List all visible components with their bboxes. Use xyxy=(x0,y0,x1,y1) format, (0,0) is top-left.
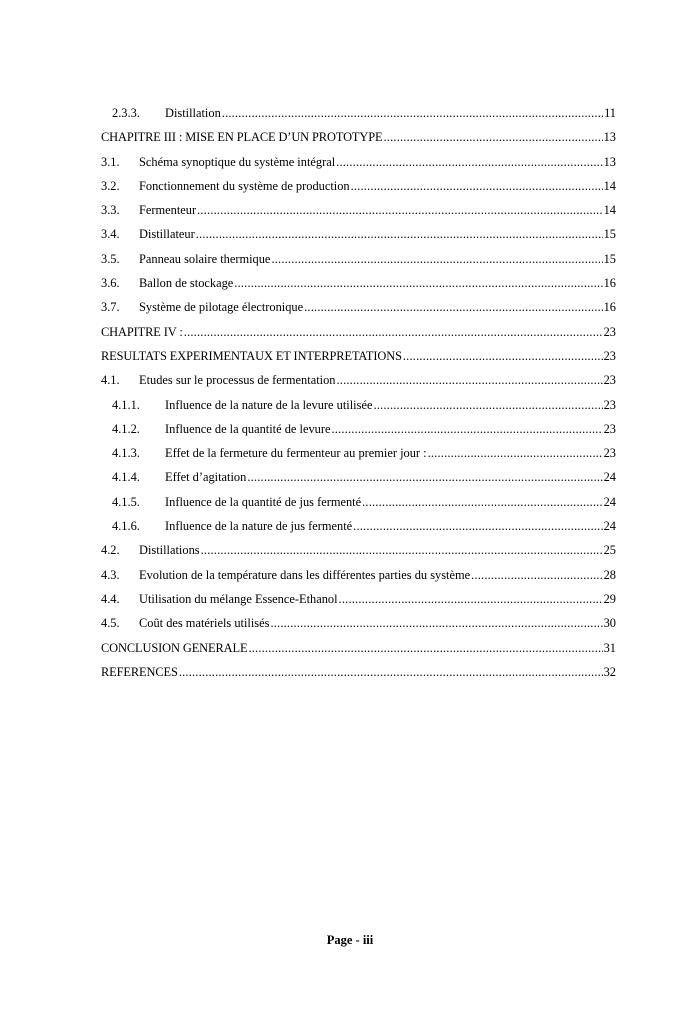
toc-entry-page: 14 xyxy=(603,203,616,218)
toc-entry-number: 4.1.4. xyxy=(112,470,140,485)
toc-entry-page: 23 xyxy=(603,324,616,339)
toc-entry-title: Panneau solaire thermique xyxy=(139,251,271,266)
toc-dot-leader xyxy=(403,344,603,368)
toc-dot-leader xyxy=(384,125,603,149)
toc-entry-title: Etudes sur le processus de fermentation xyxy=(139,373,336,388)
toc-dot-leader xyxy=(336,150,602,174)
toc-dot-leader xyxy=(339,587,603,611)
toc-entry[interactable] xyxy=(101,125,616,149)
toc-entry-number: 3.4. xyxy=(101,227,120,242)
toc-entry[interactable] xyxy=(101,417,616,441)
toc-entry-title: RESULTATS EXPERIMENTAUX ET INTERPRETATIONS xyxy=(101,348,402,363)
toc-dot-leader xyxy=(304,295,602,319)
toc-dot-leader xyxy=(184,320,603,344)
toc-entry-page: 23 xyxy=(603,348,616,363)
toc-entry-number: 4.1.1. xyxy=(112,397,140,412)
toc-entry-title: Influence de la nature de jus fermenté xyxy=(165,519,353,534)
toc-entry-page: 14 xyxy=(603,178,616,193)
page-footer: Page - iii xyxy=(326,933,374,947)
toc-entry[interactable] xyxy=(101,660,616,684)
toc-dot-leader xyxy=(351,174,603,198)
toc-entry-title: Influence de la nature de la levure utilisée xyxy=(165,397,373,412)
toc-entry[interactable] xyxy=(101,441,616,465)
toc-entry-number: 4.1.5. xyxy=(112,494,140,509)
toc-entry-title: Evolution de la température dans les différentes parties du système xyxy=(139,567,471,582)
toc-dot-leader xyxy=(247,465,602,489)
toc-entry-title: REFERENCES xyxy=(101,664,178,679)
toc-dot-leader xyxy=(197,198,602,222)
toc-entry[interactable] xyxy=(101,490,616,514)
toc-entry[interactable] xyxy=(101,465,616,489)
toc-entry-number: 4.4. xyxy=(101,591,120,606)
toc-entry-page: 13 xyxy=(603,130,616,145)
toc-entry-page: 15 xyxy=(603,227,616,242)
toc-entry[interactable] xyxy=(101,538,616,562)
toc-entry-number: 4.1.6. xyxy=(112,519,140,534)
toc-dot-leader xyxy=(471,563,602,587)
toc-entry-title: Distillation xyxy=(165,106,221,120)
toc-dot-leader xyxy=(353,514,602,538)
toc-entry-number: 4.2. xyxy=(101,543,120,558)
toc-entry[interactable] xyxy=(101,587,616,611)
toc-entry-number: 3.5. xyxy=(101,251,120,266)
toc-entry-page: 24 xyxy=(603,470,616,485)
toc-entry-number: 3.7. xyxy=(101,300,120,315)
toc-entry-number: 3.3. xyxy=(101,203,120,218)
toc-entry-page: 31 xyxy=(603,640,616,655)
toc-entry-page: 24 xyxy=(603,519,616,534)
toc-entry-page: 29 xyxy=(603,591,616,606)
toc-entry-title: Effet d’agitation xyxy=(165,470,247,485)
toc-entry-title: Distillateur xyxy=(139,227,195,242)
toc-entry-title: Influence de la quantité de levure xyxy=(165,421,331,436)
toc-entry[interactable] xyxy=(101,636,616,660)
toc-entry[interactable] xyxy=(101,393,616,417)
toc-entry[interactable] xyxy=(101,295,616,319)
toc-entry-title: Influence de la quantité de jus fermenté xyxy=(165,494,362,509)
toc-entry-title: Coût des matériels utilisés xyxy=(139,616,270,631)
toc-dot-leader xyxy=(373,393,602,417)
toc-dot-leader xyxy=(331,417,602,441)
toc-entry-title: Fonctionnement du système de production xyxy=(139,178,350,193)
toc-dot-leader xyxy=(222,101,603,125)
table-of-contents xyxy=(101,101,616,684)
toc-dot-leader xyxy=(196,222,603,246)
toc-entry[interactable] xyxy=(101,320,616,344)
toc-entry-number: 2.3.3. xyxy=(112,106,140,120)
toc-entry-page: 32 xyxy=(603,664,616,679)
toc-entry-number: 3.1. xyxy=(101,154,120,169)
toc-entry-title: Système de pilotage électronique xyxy=(139,300,304,315)
toc-entry-page: 23 xyxy=(603,397,616,412)
toc-entry[interactable] xyxy=(101,198,616,222)
toc-entry-title: Distillations xyxy=(139,543,200,558)
toc-entry-page: 30 xyxy=(603,616,616,631)
toc-entry-page: 28 xyxy=(603,567,616,582)
toc-entry-page: 24 xyxy=(603,494,616,509)
toc-entry[interactable] xyxy=(101,344,616,368)
toc-entry[interactable] xyxy=(101,271,616,295)
toc-dot-leader xyxy=(362,490,603,514)
toc-entry-number: 4.5. xyxy=(101,616,120,631)
toc-entry-number: 4.1.2. xyxy=(112,421,140,436)
toc-dot-leader xyxy=(234,271,602,295)
toc-entry-page: 25 xyxy=(603,543,616,558)
toc-entry-title: CONCLUSION GENERALE xyxy=(101,640,248,655)
toc-entry-number: 3.6. xyxy=(101,276,120,291)
toc-entry-title: Effet de la fermeture du fermenteur au premier jour : xyxy=(165,446,427,461)
toc-entry-title: Fermenteur xyxy=(139,203,197,218)
toc-entry[interactable] xyxy=(101,150,616,174)
toc-entry-title: Schéma synoptique du système intégral xyxy=(139,154,336,169)
toc-entry-number: 4.3. xyxy=(101,567,120,582)
toc-entry-page: 16 xyxy=(603,300,616,315)
toc-entry-page: 23 xyxy=(603,373,616,388)
toc-entry-title: CHAPITRE III : MISE EN PLACE D’UN PROTOTYPE xyxy=(101,130,383,145)
toc-entry[interactable] xyxy=(101,247,616,271)
toc-dot-leader xyxy=(270,611,602,635)
toc-entry[interactable] xyxy=(101,611,616,635)
toc-dot-leader xyxy=(428,441,603,465)
toc-entry-title: CHAPITRE IV : xyxy=(101,324,183,339)
toc-dot-leader xyxy=(179,660,603,684)
toc-entry[interactable] xyxy=(101,222,616,246)
toc-dot-leader xyxy=(201,538,603,562)
toc-entry-number: 4.1. xyxy=(101,373,120,388)
toc-dot-leader xyxy=(271,247,602,271)
toc-entry-page: 15 xyxy=(603,251,616,266)
toc-entry-page: 13 xyxy=(603,154,616,169)
toc-entry-page: 16 xyxy=(603,276,616,291)
toc-entry[interactable] xyxy=(101,563,616,587)
toc-entry-number: 4.1.3. xyxy=(112,446,140,461)
toc-entry-title: Utilisation du mélange Essence-Ethanol xyxy=(139,591,338,606)
toc-entry[interactable] xyxy=(101,514,616,538)
toc-entry[interactable] xyxy=(101,174,616,198)
toc-entry[interactable] xyxy=(101,368,616,392)
toc-entry-page: 23 xyxy=(603,446,616,461)
toc-dot-leader xyxy=(336,368,602,392)
toc-entry-title: Ballon de stockage xyxy=(139,276,234,291)
toc-entry-number: 3.2. xyxy=(101,178,120,193)
toc-entry-page: 23 xyxy=(603,421,616,436)
toc-entry[interactable] xyxy=(101,101,616,125)
toc-entry-page: 11 xyxy=(604,106,616,120)
toc-dot-leader xyxy=(248,636,602,660)
